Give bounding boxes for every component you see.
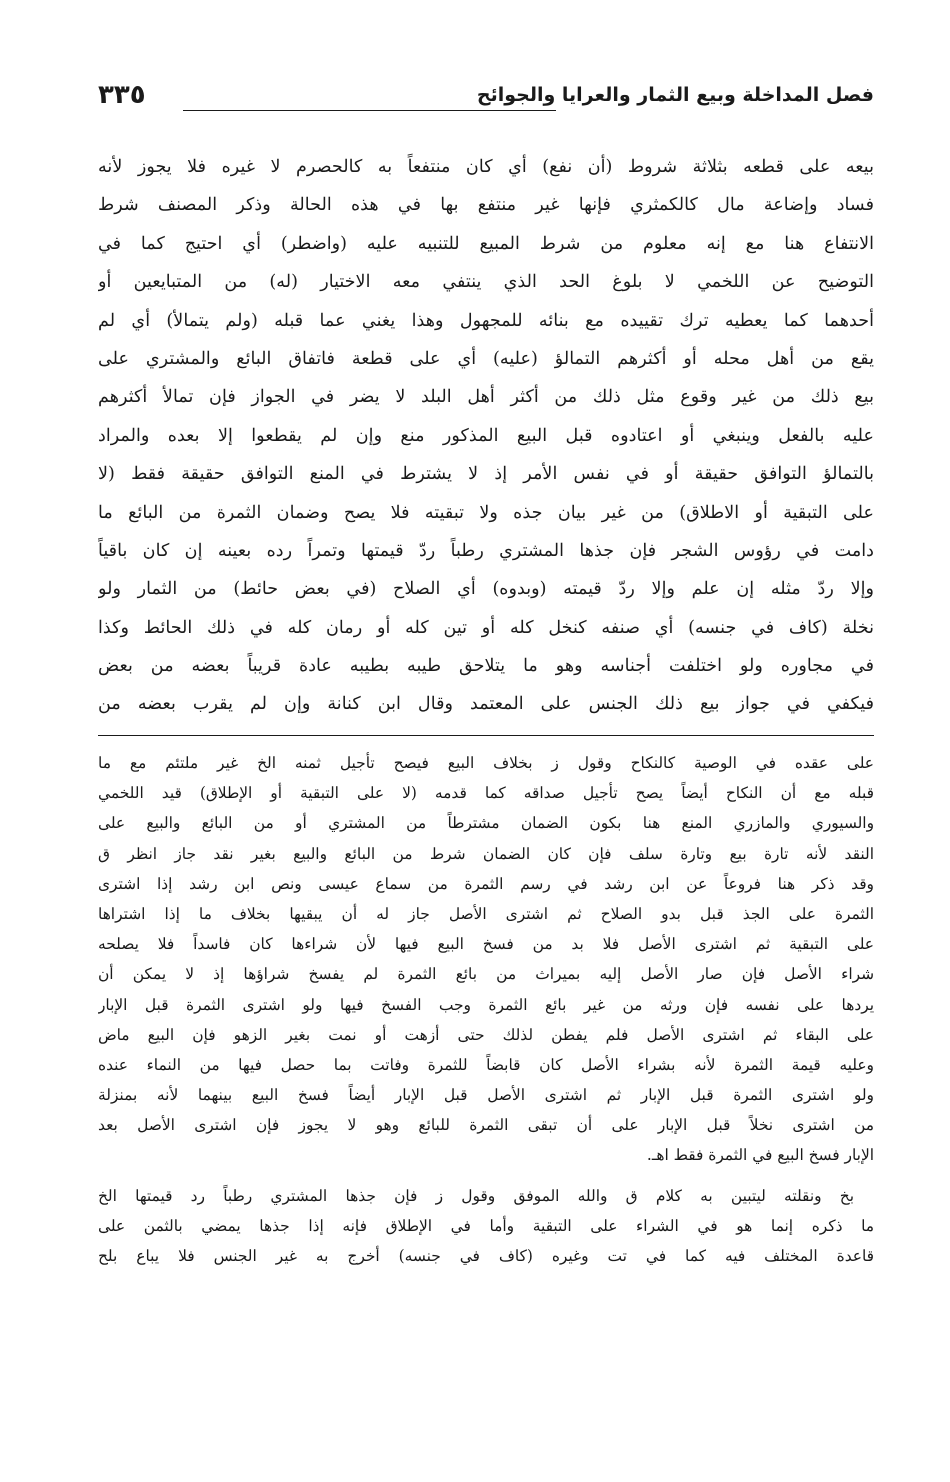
footnote-line: ما ذكره إنما هو في الشراء على التبقية وأما في الإطلاق فإنه إذا جذها يمضي بالثمن على <box>98 1216 874 1235</box>
main-line: فيكفي في جواز بيع ذلك الجنس على المعتمد وقال ابن كنانة وإن لم يقرب بعضه من <box>98 694 874 715</box>
page-header <box>98 80 874 128</box>
page-number: ٣٣٥ <box>98 80 146 110</box>
main-line: نخلة (كاف في جنسه) أي صنفه كنخل كله أو تين كله أو رمان كله في ذلك الحائط وكذا <box>98 617 874 638</box>
main-line: وإلا ردّ مثله إن علم وإلا ردّ قيمته (وبدوه) أي الصلاح (في بعض حائط) من الثمار ولو <box>98 579 874 600</box>
header-rule <box>183 110 556 111</box>
main-line: أحدهما كما يعطيه ترك تقييده مع بنائه للمجهول وهذا يغني عما قبله (ولم يتمالأ) أي لم <box>98 310 874 331</box>
footnote-line: على التبقية ثم اشترى الأصل فلا بد من فسخ البيع فيها لأن شراءها كان فاسداً فلا يصلحه <box>98 935 874 954</box>
footnote-line: بخ ونقلته ليتبين به كلام ق والله الموفق وقول ز فإن جذها المشتري رطباً رد قيمتها الخ <box>98 1186 854 1205</box>
main-line: بيع ذلك من غير وقوع مثل ذلك من أكثر أهل البلد لا يضر في الجواز فإن تمالأ أكثرهم <box>98 387 874 408</box>
main-line: يقع من أهل محله أو أكثرهم التمالؤ (عليه) أي على قطعة فاتفاق البائع والمشتري على <box>98 348 874 369</box>
main-line: عليه بالفعل وينبغي أو اعتادوه قبل البيع المذكور منع وإن لم يقطعوا إلا بعده والمراد <box>98 425 874 446</box>
footnote-line: قبله مع أن النكاح أيضاً يصح تأجيل صداقه كما قدمه (لا على التبقية أو الإطلاق) قيد اللخمي <box>98 784 874 803</box>
footnote-line: وعليه قيمة الثمرة لأنه بشراء الأصل كان قابضاً للثمرة وفاتت بما حصل فيها من النماء عنده <box>98 1055 874 1074</box>
main-line: على التبقية أو الاطلاق) من غير بيان جذه ولا تبقيته فلا يصح وضمان الثمرة من البائع ما <box>98 502 874 523</box>
footnote-line: والسيوري والمازري المنع هنا بكون الضمان مشترطاً من المشتري أو من البائع والبيع على <box>98 814 874 833</box>
main-line: فساد وإضاعة مال كالكمثري فإنها غير منتفع بها في هذه الحالة وذكر المصنف شرط <box>98 195 874 216</box>
footnote-line: ولو اشترى الثمرة قبل الإبار ثم اشترى الأصل قبل الإبار أيضاً فسخ البيع بينهما لأنه بمنزلة <box>98 1086 874 1105</box>
main-line: في مجاوره ولو اختلفت أجناسه وهو ما يتلاحق طيبه بطيبه عادة قريباً بعضه من بعض <box>98 656 874 677</box>
footnote-line: وقد ذكر هنا فروعاً عن ابن رشد في رسم الثمرة من سماع عيسى ونص ابن رشد إذا اشترى <box>98 874 874 893</box>
footnote-line: النقد لأنه تارة بيع وتارة سلف فإن كان الضمان شرط من البائع والبيع بغير نقد جاز انظر ق <box>98 844 874 863</box>
footnote-line: الثمرة على الجذ قبل بدو الصلاح ثم اشترى الأصل جاز له أن يبقيها بخلاف ما إذا اشتراها <box>98 904 874 923</box>
footnote-line: على عقده في الوصية كالنكاح وقول ز بخلاف البيع فيصح تأجيل ثمنه الخ غير ملتئم مع ما <box>98 754 874 772</box>
main-line: دامت في رؤوس الشجر فإن جذها المشتري رطباً ردّ قيمتها وتمراً رده بعينه إن كان باقياً <box>98 540 874 561</box>
footnotes <box>98 748 874 1271</box>
main-line: بالتمالؤ التوافق حقيقة أو في نفس الأمر إذ لا يشترط في المنع التوافق حقيقة فقط (لا <box>98 464 874 485</box>
footnote-divider <box>98 735 874 736</box>
main-line: الانتفاع هنا مع إنه معلوم من شرط المبيع للتنبيه عليه (واضطر) أي احتيج كما في <box>98 233 874 254</box>
footnote-line: قاعدة المختلف فيه كما في تت وغيره (كاف في جنسه) أخرج به غير الجنس فلا يباع بلح <box>98 1247 874 1265</box>
main-line: بيعه على قطعه بثلاثة شروط (أن نفع) أي كان منتفعاً به كالحصرم لا غيره فلا يجوز لأنه <box>98 157 874 177</box>
footnote-line: يردها على نفسه فإن ورثه من غير بائع الثمرة وجب الفسخ فيها ولو اشترى الثمرة قبل الإبار <box>98 995 874 1014</box>
chapter-title: فصل المداخلة وبيع الثمار والعرايا والجوائح <box>476 84 874 106</box>
paragraph-gap <box>98 1171 874 1181</box>
footnote-line: شراء الأصل فإن صار الأصل إليه بميراث من بائع الثمرة لم يفسخ شراؤها إذ لا يمكن أن <box>98 965 874 984</box>
main-text <box>98 148 874 724</box>
footnote-line: من اشترى نخلاً قبل الإبار على أن تبقى الثمرة للبائع وهو لا يجوز فإن اشترى الأصل بعد <box>98 1116 874 1135</box>
main-line: التوضيح عن اللخمي لا بلوغ الحد الذي ينتفي معه الاختيار (له) من المتبايعين أو <box>98 272 874 293</box>
footnote-line: الإبار فسخ البيع في الثمرة فقط اهـ. <box>646 1146 874 1165</box>
footnote-line: على البقاء ثم اشترى الأصل فلم يفطن لذلك حتى أزهت أو نمت بغير الزهو فإن البيع ماض <box>98 1025 874 1044</box>
